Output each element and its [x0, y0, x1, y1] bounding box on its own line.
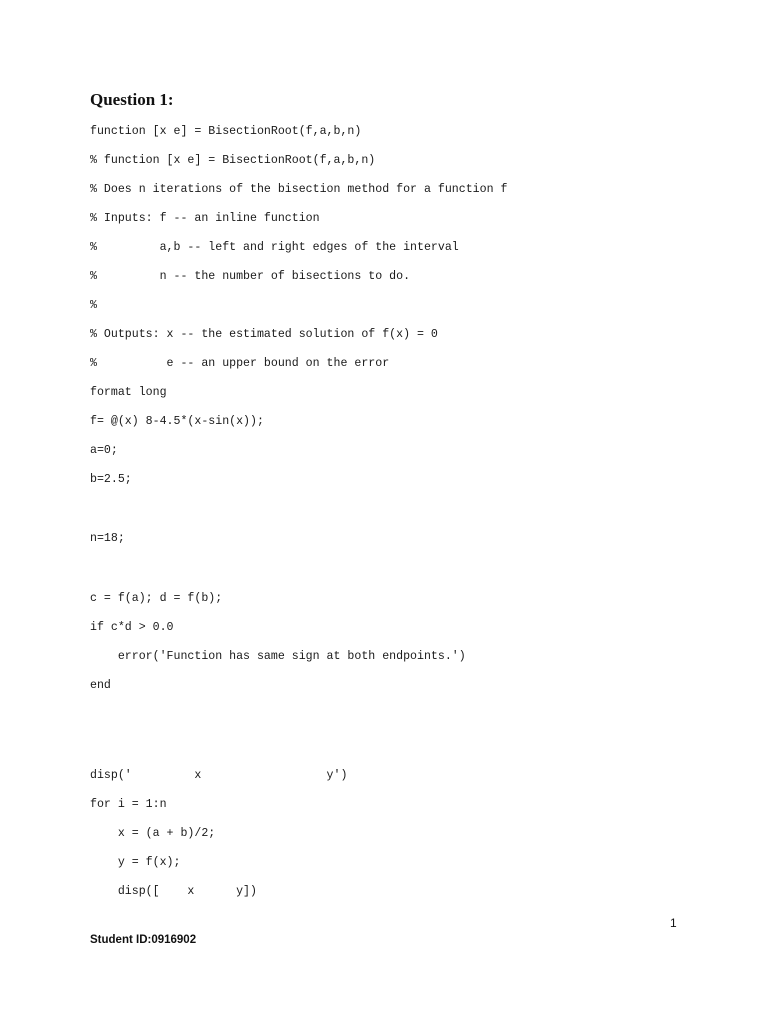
footer-student-id: Student ID:0916902: [90, 934, 197, 946]
code-line: for i = 1:n: [90, 798, 167, 811]
code-line: c = f(a); d = f(b);: [90, 592, 223, 605]
question-heading: Question 1:: [90, 90, 174, 109]
code-line: % Does n iterations of the bisection method for a function f: [90, 183, 508, 196]
code-line: error('Function has same sign at both endpoints.'): [90, 650, 466, 663]
code-line: n=18;: [90, 532, 125, 545]
code-line: a=0;: [90, 444, 118, 457]
code-line: % Inputs: f -- an inline function: [90, 212, 320, 225]
code-line: y = f(x);: [90, 856, 181, 869]
code-line: disp(' x y'): [90, 769, 348, 782]
code-line: format long: [90, 386, 167, 399]
code-line: f= @(x) 8-4.5*(x-sin(x));: [90, 415, 264, 428]
page-number: 1: [670, 916, 677, 930]
code-line: % a,b -- left and right edges of the interval: [90, 241, 459, 254]
code-line: % function [x e] = BisectionRoot(f,a,b,n): [90, 154, 376, 167]
code-line: % e -- an upper bound on the error: [90, 357, 390, 370]
code-line: b=2.5;: [90, 473, 132, 486]
code-line: % n -- the number of bisections to do.: [90, 270, 411, 283]
code-line: if c*d > 0.0: [90, 621, 174, 634]
code-line: x = (a + b)/2;: [90, 827, 216, 840]
code-line: %: [90, 299, 97, 312]
code-line: % Outputs: x -- the estimated solution of f(x) = 0: [90, 328, 438, 341]
code-line: end: [90, 679, 111, 692]
code-line: function [x e] = BisectionRoot(f,a,b,n): [90, 125, 362, 138]
code-line: disp([ x y]): [90, 885, 257, 898]
